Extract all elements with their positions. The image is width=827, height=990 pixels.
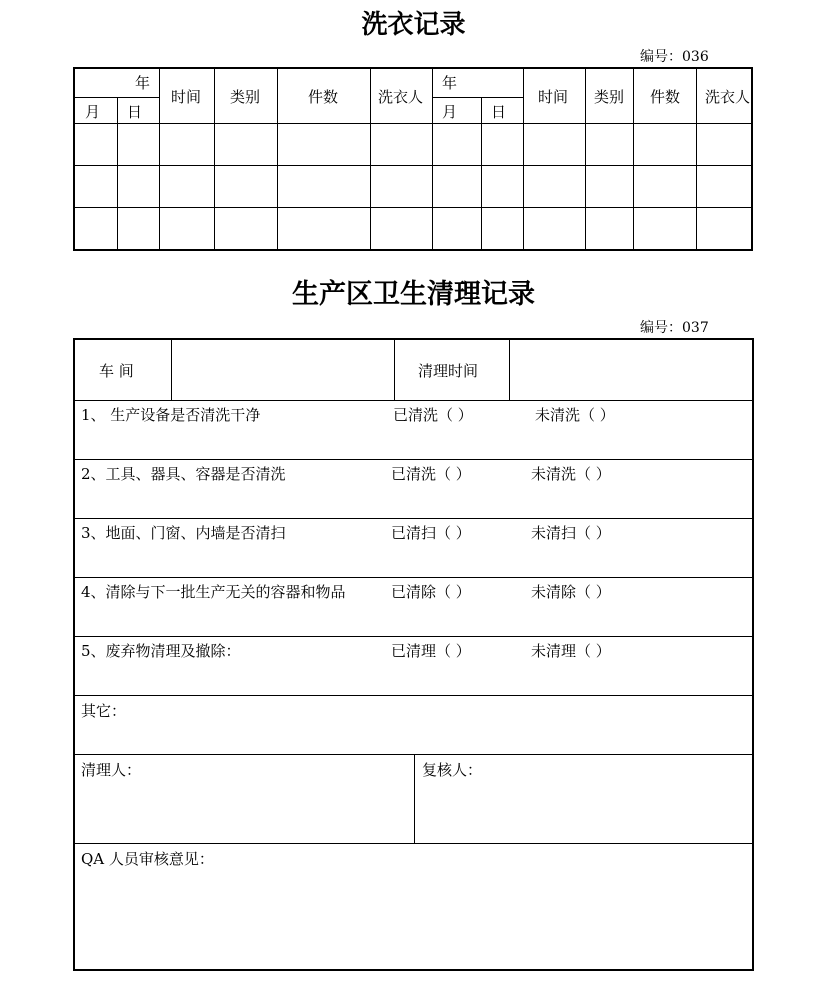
workshop-field[interactable] <box>172 340 394 400</box>
clean-time-field[interactable] <box>510 340 752 400</box>
item-1-done[interactable]: 已清洗（ ） <box>393 406 473 424</box>
header-day-right: 日 <box>491 103 507 121</box>
item-5-not-done[interactable]: 未清理（ ） <box>531 642 611 660</box>
item-3-not-done[interactable]: 未清扫（ ） <box>531 524 611 542</box>
cleaner-signature-field[interactable] <box>75 780 413 842</box>
checklist-item-3: 3、地面、门窗、内墙是否清扫 <box>81 524 286 542</box>
checklist-item-1: 1、 生产设备是否清洗干净 <box>81 406 261 424</box>
cleaner-label: 清理人： <box>81 761 142 779</box>
hygiene-title: 生产区卫生清理记录 <box>292 279 535 310</box>
other-field[interactable] <box>135 696 745 752</box>
item-5-done[interactable]: 已清理（ ） <box>391 642 471 660</box>
laundry-table <box>73 67 753 251</box>
header-day-left: 日 <box>127 103 143 121</box>
header-year-left: 年 <box>135 74 151 92</box>
item-2-not-done[interactable]: 未清洗（ ） <box>531 465 611 483</box>
header-month-right: 月 <box>442 103 458 121</box>
item-4-not-done[interactable]: 未清除（ ） <box>531 583 611 601</box>
reviewer-label: 复核人： <box>422 761 483 779</box>
header-count-right: 件数 <box>650 88 681 106</box>
hygiene-table <box>73 338 754 971</box>
item-3-done[interactable]: 已清扫（ ） <box>391 524 471 542</box>
header-year-right: 年 <box>442 74 458 92</box>
header-category-right: 类别 <box>594 88 625 106</box>
header-washer-right: 洗衣人 <box>705 88 751 106</box>
header-washer-left: 洗衣人 <box>378 88 424 106</box>
clean-time-label: 清理时间 <box>418 362 479 380</box>
hygiene-record-code: 编号：037 <box>640 320 709 336</box>
workshop-label: 车 间 <box>99 362 134 380</box>
header-month-left: 月 <box>85 103 101 121</box>
checklist-item-2: 2、工具、器具、容器是否清洗 <box>81 465 286 483</box>
laundry-record-code: 编号：036 <box>640 49 709 65</box>
header-time-right: 时间 <box>538 88 569 106</box>
item-2-done[interactable]: 已清洗（ ） <box>391 465 471 483</box>
laundry-title: 洗衣记录 <box>361 10 466 40</box>
other-label: 其它： <box>81 702 127 720</box>
checklist-item-5: 5、废弃物清理及撤除： <box>81 642 241 660</box>
checklist-item-4: 4、清除与下一批生产无关的容器和物品 <box>81 583 346 601</box>
header-count-left: 件数 <box>308 88 339 106</box>
qa-opinion-label: QA 人员审核意见： <box>81 850 214 868</box>
header-time-left: 时间 <box>171 88 202 106</box>
reviewer-signature-field[interactable] <box>415 780 752 842</box>
item-1-not-done[interactable]: 未清洗（ ） <box>535 406 615 424</box>
header-category-left: 类别 <box>230 88 261 106</box>
item-4-done[interactable]: 已清除（ ） <box>391 583 471 601</box>
qa-opinion-field[interactable] <box>75 870 752 968</box>
